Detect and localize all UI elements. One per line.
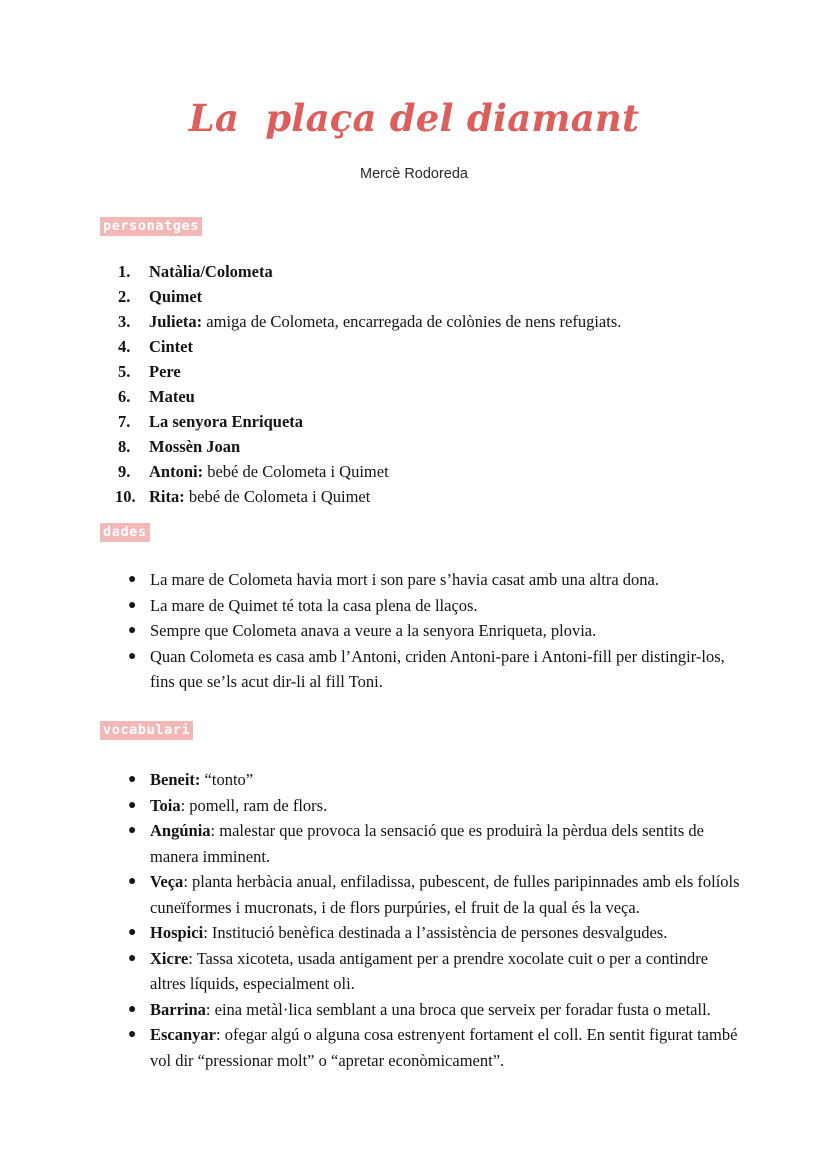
- character-description: bebé de Colometa i Quimet: [184, 487, 371, 506]
- fact-text: La mare de Colometa havia mort i son pare s’havia casat amb una altra dona.: [150, 570, 660, 589]
- list-item: [118, 309, 778, 334]
- vocabulary-definition: ofegar algú o alguna cosa estrenyent fortament el coll. En sentit figurat també vol dir “pressionar molt” o “apretar econòmicament”.: [150, 1025, 738, 1070]
- list-item: [115, 484, 778, 509]
- vocabulary-term: Barrina: [150, 999, 206, 1019]
- list-item: [126, 946, 746, 997]
- vocabulary-definition: Tassa xicoteta, usada antigament per a prendre xocolate cuit o per a contindre altres líquids, especialment oli.: [150, 948, 709, 993]
- character-description: amiga de Colometa, encarregada de colònies de nens refugiats.: [202, 312, 622, 331]
- list-item: [118, 259, 778, 284]
- vocabulary-separator: :: [183, 872, 188, 891]
- vocabulary-definition: “tonto”: [200, 770, 254, 789]
- list-item: [126, 818, 746, 869]
- vocabulary-definition: malestar que provoca la sensació que es produirà la pèrdua dels sentits de manera imminent.: [150, 821, 704, 866]
- section-heading-personatges: [100, 217, 202, 236]
- vocabulary-term: Xicre: [150, 948, 189, 968]
- section-heading-dades: [100, 523, 150, 542]
- bullet-icon: ●: [128, 1001, 137, 1017]
- character-name: Natàlia/Colometa: [149, 262, 273, 281]
- vocabulary-separator: :: [188, 948, 193, 968]
- vocabulary-definition: Institució benèfica destinada a l’assistència de persones desvalgudes.: [207, 923, 668, 942]
- bullet-icon: ●: [128, 950, 137, 966]
- list-marker: 4.: [118, 337, 131, 356]
- list-marker: 5.: [118, 362, 131, 381]
- bullet-icon: ●: [128, 597, 137, 613]
- vocabulary-separator: :: [216, 1025, 221, 1044]
- vocabulary-term: Toia: [150, 795, 181, 815]
- bullet-icon: ●: [128, 772, 137, 787]
- list-item: [126, 767, 746, 793]
- vocabulary-separator: :: [180, 795, 186, 815]
- list-marker: 1.: [118, 262, 131, 281]
- vocabulary-definition: planta herbàcia anual, enfiladissa, pubescent, de fulles paripinnades amb els folíols cuneïformes i mucronats, i de flors purpúries, el fruit de la qual és la veça.: [150, 872, 740, 917]
- character-name: Pere: [149, 362, 181, 381]
- vocabulari-list: [126, 767, 746, 1073]
- character-name: Mossèn Joan: [149, 437, 241, 456]
- list-item: [126, 644, 746, 695]
- list-marker: 3.: [118, 312, 131, 331]
- list-marker: 2.: [118, 287, 131, 306]
- section-heading-label: dades: [100, 523, 150, 542]
- list-item: [118, 284, 778, 309]
- section-heading-label: vocabulari: [100, 721, 193, 740]
- section-heading-label: personatges: [100, 217, 202, 236]
- bullet-icon: ●: [128, 572, 137, 587]
- character-name: Quimet: [149, 287, 203, 306]
- document-author: Mercè Rodoreda: [360, 165, 468, 182]
- bullet-icon: ●: [128, 797, 137, 813]
- list-item: [126, 567, 746, 593]
- character-name: Cintet: [149, 337, 193, 356]
- bullet-icon: ●: [128, 925, 137, 940]
- list-item: [118, 384, 778, 409]
- list-item: [126, 869, 746, 920]
- bullet-icon: ●: [128, 623, 137, 638]
- character-name: Rita:: [149, 487, 185, 506]
- list-marker: 6.: [118, 387, 131, 406]
- vocabulary-separator: :: [205, 999, 211, 1019]
- list-item: [118, 459, 778, 484]
- vocabulary-term: Angúnia: [150, 821, 211, 840]
- vocabulary-term: Hospici: [150, 923, 204, 942]
- list-item: [126, 793, 746, 819]
- vocabulary-term: Veça: [150, 872, 184, 891]
- bullet-icon: ●: [128, 823, 137, 838]
- vocabulary-separator: :: [210, 821, 216, 840]
- list-item: [126, 997, 746, 1023]
- page-title: La plaça del diamant: [188, 96, 640, 140]
- character-name: La senyora Enriqueta: [149, 412, 304, 431]
- character-name: Antoni:: [149, 462, 204, 481]
- list-item: [118, 359, 778, 384]
- list-item: [118, 334, 778, 359]
- list-item: [126, 920, 746, 946]
- vocabulary-definition: eina metàl·lica semblant a una broca que serveix per foradar fusta o metall.: [210, 999, 711, 1019]
- list-marker: 7.: [118, 412, 131, 431]
- vocabulary-separator: :: [203, 923, 208, 942]
- list-marker: 8.: [118, 437, 131, 456]
- bullet-icon: ●: [128, 648, 137, 664]
- list-item: [126, 1022, 746, 1073]
- bullet-icon: ●: [128, 874, 137, 889]
- list-item: [126, 618, 746, 644]
- list-item: [118, 409, 778, 434]
- character-description: bebé de Colometa i Quimet: [203, 462, 389, 481]
- fact-text: Quan Colometa es casa amb l’Antoni, criden Antoni-pare i Antoni-fill per distingir-los, fins que se’ls acut dir-li al fill Toni.: [150, 646, 725, 691]
- fact-text: La mare de Quimet té tota la casa plena de llaços.: [150, 595, 478, 615]
- list-item: [126, 593, 746, 619]
- vocabulary-term: Beneit:: [150, 770, 201, 789]
- personatges-list: [115, 259, 778, 509]
- section-heading-vocabulari: [100, 721, 193, 740]
- vocabulary-term: Escanyar: [150, 1025, 216, 1044]
- dades-list: [126, 567, 746, 695]
- list-marker: 10.: [115, 487, 136, 506]
- vocabulary-definition: pomell, ram de flors.: [185, 795, 328, 815]
- character-name: Julieta:: [149, 312, 203, 331]
- list-item: [118, 434, 778, 459]
- bullet-icon: ●: [128, 1027, 137, 1042]
- list-marker: 9.: [118, 462, 131, 481]
- fact-text: Sempre que Colometa anava a veure a la senyora Enriqueta, plovia.: [150, 621, 597, 640]
- character-name: Mateu: [149, 387, 195, 406]
